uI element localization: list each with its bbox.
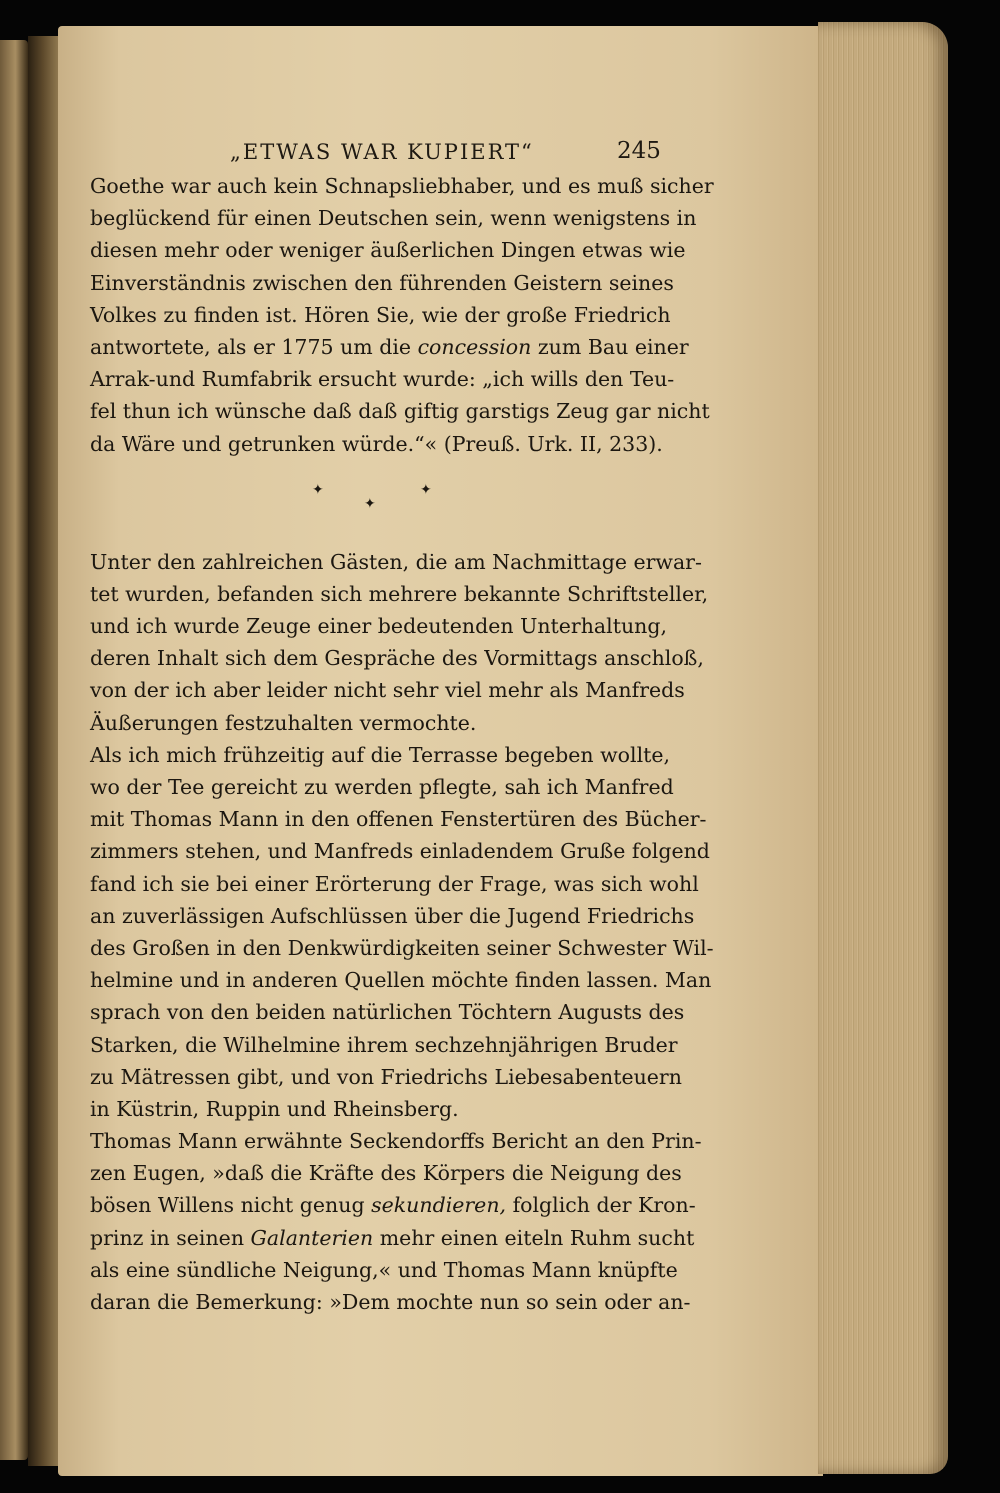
text-line: von der ich aber leider nicht sehr viel mehr als Manfreds [90,678,685,703]
paragraph-3 [90,739,714,1125]
text-line: bösen Willens nicht genug sekundieren, folglich der Kron- [90,1193,696,1218]
text-line: zu Mätressen gibt, und von Friedrichs Liebesabenteuern [90,1064,682,1089]
text-line: Arrak-und Rumfabrik ersucht wurde: „ich wills den Teu- [90,367,675,392]
text-line: und ich wurde Zeuge einer bedeutenden Unterhaltung, [90,614,667,639]
text-line: fel thun ich wünsche daß daß giftig garstigs Zeug gar nicht [90,399,710,424]
ornament-star: ✦ [364,495,376,512]
text-line: des Großen in den Denkwürdigkeiten seiner Schwester Wil- [90,935,714,960]
text-line: diesen mehr oder weniger äußerlichen Dingen etwas wie [90,238,686,263]
text-line: fand ich sie bei einer Erörterung der Frage, was sich wohl [90,871,699,896]
text-line: Als ich mich frühzeitig auf die Terrasse begeben wollte, [90,742,671,767]
text-line: Starken, die Wilhelmine ihrem sechzehnjährigen Bruder [90,1032,678,1057]
text-line: wo der Tee gereicht zu werden pflegte, sah ich Manfred [90,775,674,799]
text-line: in Küstrin, Ruppin und Rheinsberg. [90,1096,459,1121]
paragraph-2 [90,546,709,739]
running-head-title: „ETWAS WAR KUPIERT“ [230,140,534,164]
text-line: sprach von den beiden natürlichen Töchtern Augusts des [90,1000,685,1025]
body-text [90,170,714,1318]
page-number: 245 [617,138,661,164]
text-line: deren Inhalt sich dem Gespräche des Vormittags anschloß, [90,646,704,671]
text-line: tet wurden, befanden sich mehrere bekannte Schriftsteller, [90,581,709,606]
text-line: beglückend für einen Deutschen sein, wenn wenigstens in [90,206,697,231]
text-line: Einverständnis zwischen den führenden Geistern seines [90,270,674,295]
running-head [0,128,1000,168]
paragraph-4 [90,1125,702,1318]
text-line: Goethe war auch kein Schnapsliebhaber, und es muß sicher [90,174,714,198]
text-line: daran die Bemerkung: »Dem mochte nun so sein oder an- [90,1290,691,1314]
text-line: an zuverlässigen Aufschlüssen über die Jugend Friedrichs [90,903,695,928]
paragraph-1 [90,170,714,460]
text-line: als eine sündliche Neigung,« und Thomas Mann knüpfte [90,1257,678,1282]
previous-page-edge [0,40,28,1460]
ornament-star: ✦ [312,481,324,498]
text-line: Unter den zahlreichen Gästen, die am Nachmittage erwar- [90,549,702,574]
text-line: helmine und in anderen Quellen möchte finden lassen. Man [90,968,712,993]
text-line: mit Thomas Mann in den offenen Fenstertüren des Bücher- [90,807,707,832]
text-line: prinz in seinen Galanterien mehr einen eiteln Ruhm sucht [90,1225,695,1250]
text-line: antwortete, als er 1775 um die concession zum Bau einer [90,334,689,359]
section-ornament [90,482,665,546]
text-line: zimmers stehen, und Manfreds einladendem Gruße folgend [90,839,710,864]
ornament-star: ✦ [420,481,432,498]
text-line: Thomas Mann erwähnte Seckendorffs Bericht an den Prin- [90,1129,702,1154]
page-fore-edge [818,22,948,1474]
text-line: Volkes zu finden ist. Hören Sie, wie der große Friedrich [90,302,671,327]
text-line: da Wäre und getrunken würde.“« (Preuß. Urk. II, 233). [90,431,663,456]
book-gutter [28,36,62,1466]
text-line: zen Eugen, »daß die Kräfte des Körpers die Neigung des [90,1161,682,1186]
text-line: Äußerungen festzuhalten vermochte. [90,710,477,735]
